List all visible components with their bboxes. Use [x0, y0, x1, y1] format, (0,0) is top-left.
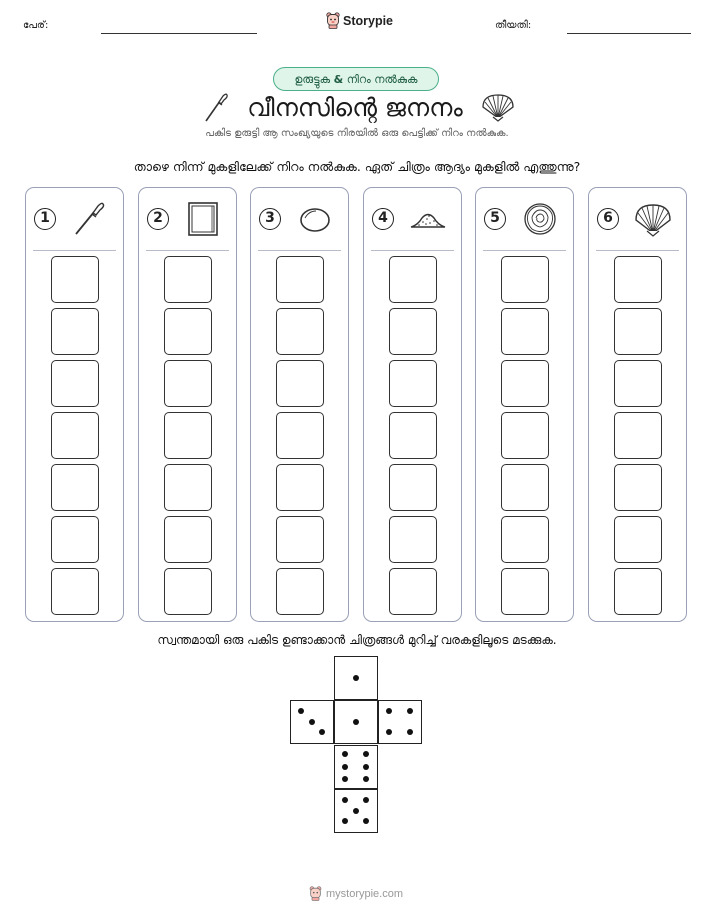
footer-url: mystorypie.com — [326, 887, 404, 900]
color-box[interactable] — [276, 360, 324, 407]
rose-icon — [520, 200, 560, 238]
color-box[interactable] — [164, 256, 212, 303]
name-line[interactable] — [101, 33, 257, 34]
column-header — [364, 188, 461, 250]
storypie-mascot-icon — [326, 12, 340, 29]
column-3 — [250, 187, 349, 622]
color-box[interactable] — [501, 464, 549, 511]
badge-color: നിറം നൽകുക — [346, 73, 418, 86]
color-box[interactable] — [51, 464, 99, 511]
color-box[interactable] — [501, 256, 549, 303]
column-number: 4 — [372, 208, 394, 230]
column-6 — [588, 187, 687, 622]
dice-face-1 — [334, 656, 378, 700]
column-divider — [146, 250, 229, 251]
column-number: 3 — [259, 208, 281, 230]
pearl-icon — [295, 200, 335, 238]
column-divider — [33, 250, 116, 251]
paintbrush-icon — [202, 92, 230, 124]
badge-amp: & — [333, 73, 344, 86]
column-5 — [475, 187, 574, 622]
color-box[interactable] — [51, 568, 99, 615]
dice-pip — [342, 818, 348, 824]
seashell-icon — [480, 92, 516, 122]
color-box[interactable] — [51, 516, 99, 563]
color-box[interactable] — [614, 360, 662, 407]
dice-face-4 — [378, 700, 422, 744]
page-title: വീനസിന്റെ ജനനം — [247, 93, 463, 122]
column-divider — [596, 250, 679, 251]
column-1 — [25, 187, 124, 622]
canvas-frame-icon — [183, 200, 223, 238]
color-box[interactable] — [501, 516, 549, 563]
column-header — [251, 188, 348, 250]
color-box[interactable] — [51, 308, 99, 355]
dice-pip — [342, 797, 348, 803]
color-box[interactable] — [614, 464, 662, 511]
dice-pip — [363, 764, 369, 770]
color-box[interactable] — [389, 568, 437, 615]
column-divider — [371, 250, 454, 251]
color-box[interactable] — [51, 412, 99, 459]
color-box[interactable] — [164, 412, 212, 459]
dice-pip — [363, 751, 369, 757]
color-box[interactable] — [51, 360, 99, 407]
badge-roll: ഉരുട്ടുക — [294, 73, 331, 86]
dice-pip — [353, 719, 359, 725]
date-label: തീയതി: — [495, 20, 532, 31]
dice-pip — [363, 797, 369, 803]
dice-pip — [363, 818, 369, 824]
dice-pip — [407, 729, 413, 735]
color-box[interactable] — [164, 360, 212, 407]
date-line[interactable] — [567, 33, 691, 34]
dice-pip — [407, 708, 413, 714]
dice-face-1 — [334, 700, 378, 744]
color-box[interactable] — [501, 568, 549, 615]
footer — [309, 886, 403, 901]
color-box[interactable] — [164, 464, 212, 511]
activity-badge — [273, 67, 439, 91]
question-text: താഴെ നിന്ന് മുകളിലേക്ക് നിറം നൽകുക. ഏത് ചിത്രം ആദ്യം മുകളിൽ എത്തുന്നു? — [133, 159, 581, 174]
paintbrush-icon — [70, 200, 110, 238]
column-divider — [483, 250, 566, 251]
brand-name: Storypie — [343, 13, 394, 28]
brand-logo — [326, 12, 393, 29]
dice-pip — [386, 729, 392, 735]
color-box[interactable] — [164, 568, 212, 615]
column-2 — [138, 187, 237, 622]
color-box[interactable] — [614, 568, 662, 615]
dice-pip — [342, 776, 348, 782]
dice-pip — [319, 729, 325, 735]
color-box[interactable] — [276, 568, 324, 615]
seashell-icon — [633, 200, 673, 238]
color-box[interactable] — [164, 516, 212, 563]
dice-instruction: സ്വന്തമായി ഒരു പകിട ഉണ്ടാക്കാൻ ചിത്രങ്ങൾ മുറിച്ച് വരകളിലൂടെ മടക്കുക. — [157, 633, 557, 647]
dice-pip — [342, 751, 348, 757]
color-box[interactable] — [614, 256, 662, 303]
color-box[interactable] — [389, 412, 437, 459]
storypie-mascot-icon — [309, 886, 322, 901]
color-box[interactable] — [614, 412, 662, 459]
color-box[interactable] — [501, 360, 549, 407]
column-divider — [258, 250, 341, 251]
column-header — [476, 188, 573, 250]
column-4 — [363, 187, 462, 622]
dice-face-5 — [334, 789, 378, 833]
dice-pip — [386, 708, 392, 714]
color-box[interactable] — [389, 360, 437, 407]
color-box[interactable] — [501, 412, 549, 459]
name-label: പേര്: — [23, 20, 49, 31]
column-number: 5 — [484, 208, 506, 230]
color-box[interactable] — [276, 464, 324, 511]
column-header — [26, 188, 123, 250]
color-box[interactable] — [614, 308, 662, 355]
color-box[interactable] — [276, 256, 324, 303]
color-box[interactable] — [501, 308, 549, 355]
color-box[interactable] — [276, 308, 324, 355]
column-header — [589, 188, 686, 250]
sand-pile-icon — [408, 200, 448, 238]
dice-face-3 — [290, 700, 334, 744]
column-number: 6 — [597, 208, 619, 230]
column-number: 1 — [34, 208, 56, 230]
color-box[interactable] — [389, 256, 437, 303]
color-box[interactable] — [51, 256, 99, 303]
color-box[interactable] — [164, 308, 212, 355]
dice-pip — [353, 675, 359, 681]
dice-pip — [309, 719, 315, 725]
column-header — [139, 188, 236, 250]
color-box[interactable] — [614, 516, 662, 563]
column-number: 2 — [147, 208, 169, 230]
dice-pip — [353, 808, 359, 814]
color-box[interactable] — [389, 516, 437, 563]
color-box[interactable] — [389, 464, 437, 511]
dice-pip — [342, 764, 348, 770]
color-box[interactable] — [389, 308, 437, 355]
dice-face-6 — [334, 745, 378, 789]
color-box[interactable] — [276, 412, 324, 459]
color-box[interactable] — [276, 516, 324, 563]
dice-pip — [363, 776, 369, 782]
dice-pip — [298, 708, 304, 714]
instructions-text: പകിട ഉരുട്ടി ആ സംഖ്യയുടെ നിരയിൽ ഒരു പെട്ടിക്ക് നിറം നൽകുക. — [205, 128, 509, 139]
